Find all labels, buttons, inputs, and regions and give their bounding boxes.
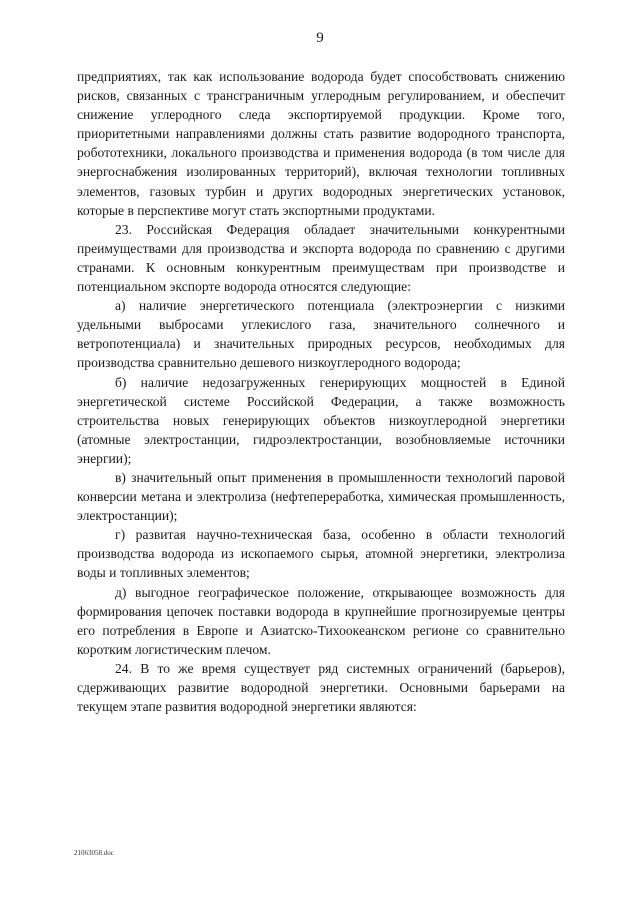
paragraph-continuation: предприятиях, так как использование водорода будет способствовать снижению рисков, связанных с трансграничным углеродным регулированием, и обеспечит снижение углеродного следа экспортируемой продукции. Кроме того, приоритетными направлениями должны стать развитие водородного транспорта, робототехники, локального производства и применения водорода (в том числе для энергоснабжения изолированных территорий), включая технологии топливных элементов, газовых турбин и других водородных энергетических установок, которые в перспективе могут стать экспортными продуктами. <box>77 69 565 218</box>
list-item-d: д) выгодное географическое положение, открывающее возможность для формирования цепочек поставки водорода в крупнейшие прогнозируемые центры его потребления в Европе и Азиатско-Тихоокеанском регионе со сравнительно коротким логистическим плечом. <box>77 584 565 657</box>
file-code: 21063058.doc <box>74 849 114 857</box>
list-item-a: а) наличие энергетического потенциала (электроэнергии с низкими удельными выбросами углекислого газа, значительного солнечного и ветропотенциала) и значительных природных ресурсов, необходимых для производства сравнительно дешевого низкоуглеродного водорода; <box>77 298 565 371</box>
list-item-v: в) значительный опыт применения в промышленности технологий паровой конверсии метана и электролиза (нефтепереработка, химическая промышленность, электростанции); <box>77 469 565 524</box>
list-item-b: б) наличие недозагруженных генерирующих мощностей в Единой энергетической системе Российской Федерации, а также возможность строительства новых генерирующих объектов низкоуглеродной энергетики (атомные электростанции, гидроэлектростанции, возобновляемые источники энергии); <box>77 374 565 466</box>
list-item-g: г) развитая научно-техническая база, особенно в области технологий производства водорода из ископаемого сырья, атомной энергетики, электролиза воды и топливных элементов; <box>77 527 565 581</box>
paragraph-item-24: 24. В то же время существует ряд системных ограничений (барьеров), сдерживающих развитие водородной энергетики. Основными барьерами на текущем этапе развития водородной энергетики являются: <box>77 660 565 715</box>
document-body <box>77 67 565 716</box>
page-number: 9 <box>316 30 324 46</box>
paragraph-item-23: 23. Российская Федерация обладает значительными конкурентными преимуществами для производства и экспорта водорода по сравнению с другими странами. К основным конкурентным преимуществам при производстве и потенциальном экспорте водорода относятся следующие: <box>77 221 565 295</box>
